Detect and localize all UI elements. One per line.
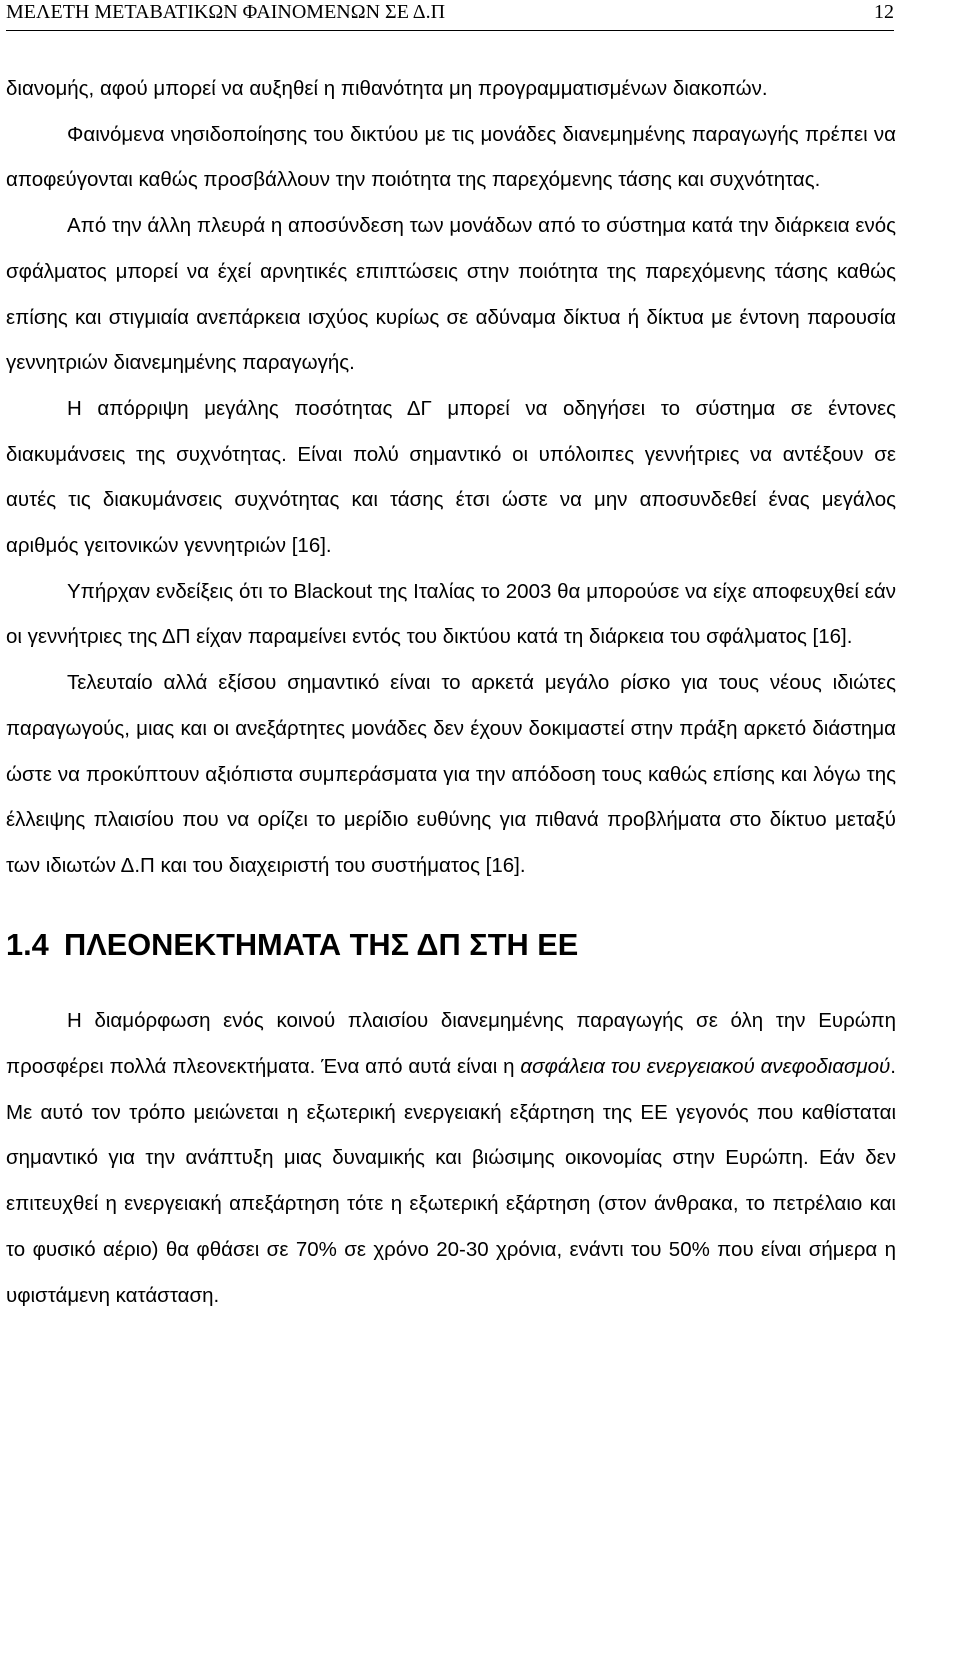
section-number: 1.4 bbox=[6, 926, 49, 962]
running-header-title: ΜΕΛΕΤΗ ΜΕΤΑΒΑΤΙΚΩΝ ΦΑΙΝΟΜΕΝΩΝ ΣΕ Δ.Π bbox=[6, 1, 446, 23]
emphasis-energy-security: ασφάλεια του ενεργειακού ανεφοδιασμού bbox=[520, 1055, 891, 1079]
paragraph-advantages-text-2: . Με αυτό τον τρόπο μειώνεται η εξωτερική ενεργειακή εξάρτηση της ΕΕ γεγονός που καθίσταται σημαντικό για την ανάπτυξη μιας δυναμικής και βιώσιμης οικονομίας στην Ευρώπη. Εάν δεν επιτευχθεί η ενεργειακή απεξάρτηση τότε η εξωτερική εξάρτηση (στον άνθρακα, το πετρέλαιο και το φυσικό αέριο) θα φθάσει σε 70% σε χρόνο 20-30 χρόνια, ενάντι του 50% που είναι σήμερα η υφιστάμενη κατάσταση. bbox=[6, 1055, 896, 1307]
body-text bbox=[6, 66, 896, 1318]
paragraph-islanding: Φαινόμενα νησιδοποίησης του δικτύου με τις μονάδες διανεμημένης παραγωγής πρέπει να αποφεύγονται καθώς προσβάλλουν την ποιότητα της παρεχόμενης τάσης και συχνότητας. bbox=[6, 122, 896, 192]
paragraph-blackout: Υπήρχαν ενδείξεις ότι το Blackout της Ιταλίας το 2003 θα μπορούσε να είχε αποφευχθεί εάν οι γεννήτριες της ΔΠ είχαν παραμείνει εντός του δικτύου κατά τη διάρκεια του σφάλματος [16]. bbox=[6, 579, 896, 649]
paragraph-advantages bbox=[6, 998, 896, 1318]
paragraph-advantages-text-1: Η διαμόρφωση ενός κοινού πλαισίου διανεμημένης παραγωγής σε όλη την Ευρώπη προσφέρει πολλά πλεονεκτήματα. Ένα από αυτά είναι η bbox=[6, 1009, 896, 1079]
paragraph-risk: Τελευταίο αλλά εξίσου σημαντικό είναι το αρκετά μεγάλο ρίσκο για τους νέους ιδιώτες παραγωγούς, μιας και οι ανεξάρτητες μονάδες δεν έχουν δοκιμαστεί στην πράξη αρκετό διάστημα ώστε να προκύπτουν αξιόπιστα συμπεράσματα για την απόδοση τους καθώς επίσης και λόγω της έλλειψης πλαισίου που να ορίζει το μερίδιο ευθύνης για πιθανά προβλήματα στο δίκτυο μεταξύ των ιδιωτών Δ.Π και του διαχειριστή του συστήματος [16]. bbox=[6, 671, 896, 877]
paragraph-disconnection: Από την άλλη πλευρά η αποσύνδεση των μονάδων από το σύστημα κατά την διάρκεια ενός σφάλματος μπορεί να έχεί αρνητικές επιπτώσεις στην ποιότητα της παρεχόμενης τάσης καθώς επίσης και στιγμιαία ανεπάρκεια ισχύος κυρίως σε αδύναμα δίκτυα ή δίκτυα με έντονη παρουσία γεννητριών διανεμημένης παραγωγής. bbox=[6, 214, 896, 375]
paragraph-frequency: Η απόρριψη μεγάλης ποσότητας ΔΓ μπορεί να οδηγήσει το σύστημα σε έντονες διακυμάνσεις της συχνότητας. Είναι πολύ σημαντικό οι υπόλοιπες γεννήτριες να αντέξουν σε αυτές τις διακυμάνσεις συχνότητας και τάσης έτσι ώστε να μην αποσυνδεθεί ένας μεγάλος αριθμός γειτονικών γεννητριών [16]. bbox=[6, 396, 896, 558]
paragraph-continuation: διανομής, αφού μπορεί να αυξηθεί η πιθανότητα μη προγραμματισμένων διακοπών. bbox=[6, 77, 768, 100]
section-title: ΠΛΕΟΝΕΚΤΗΜΑΤΑ ΤΗΣ ΔΠ ΣΤΗ ΕΕ bbox=[64, 926, 579, 962]
running-header bbox=[6, 0, 894, 31]
page-number: 12 bbox=[874, 1, 894, 23]
section-heading bbox=[6, 922, 896, 968]
